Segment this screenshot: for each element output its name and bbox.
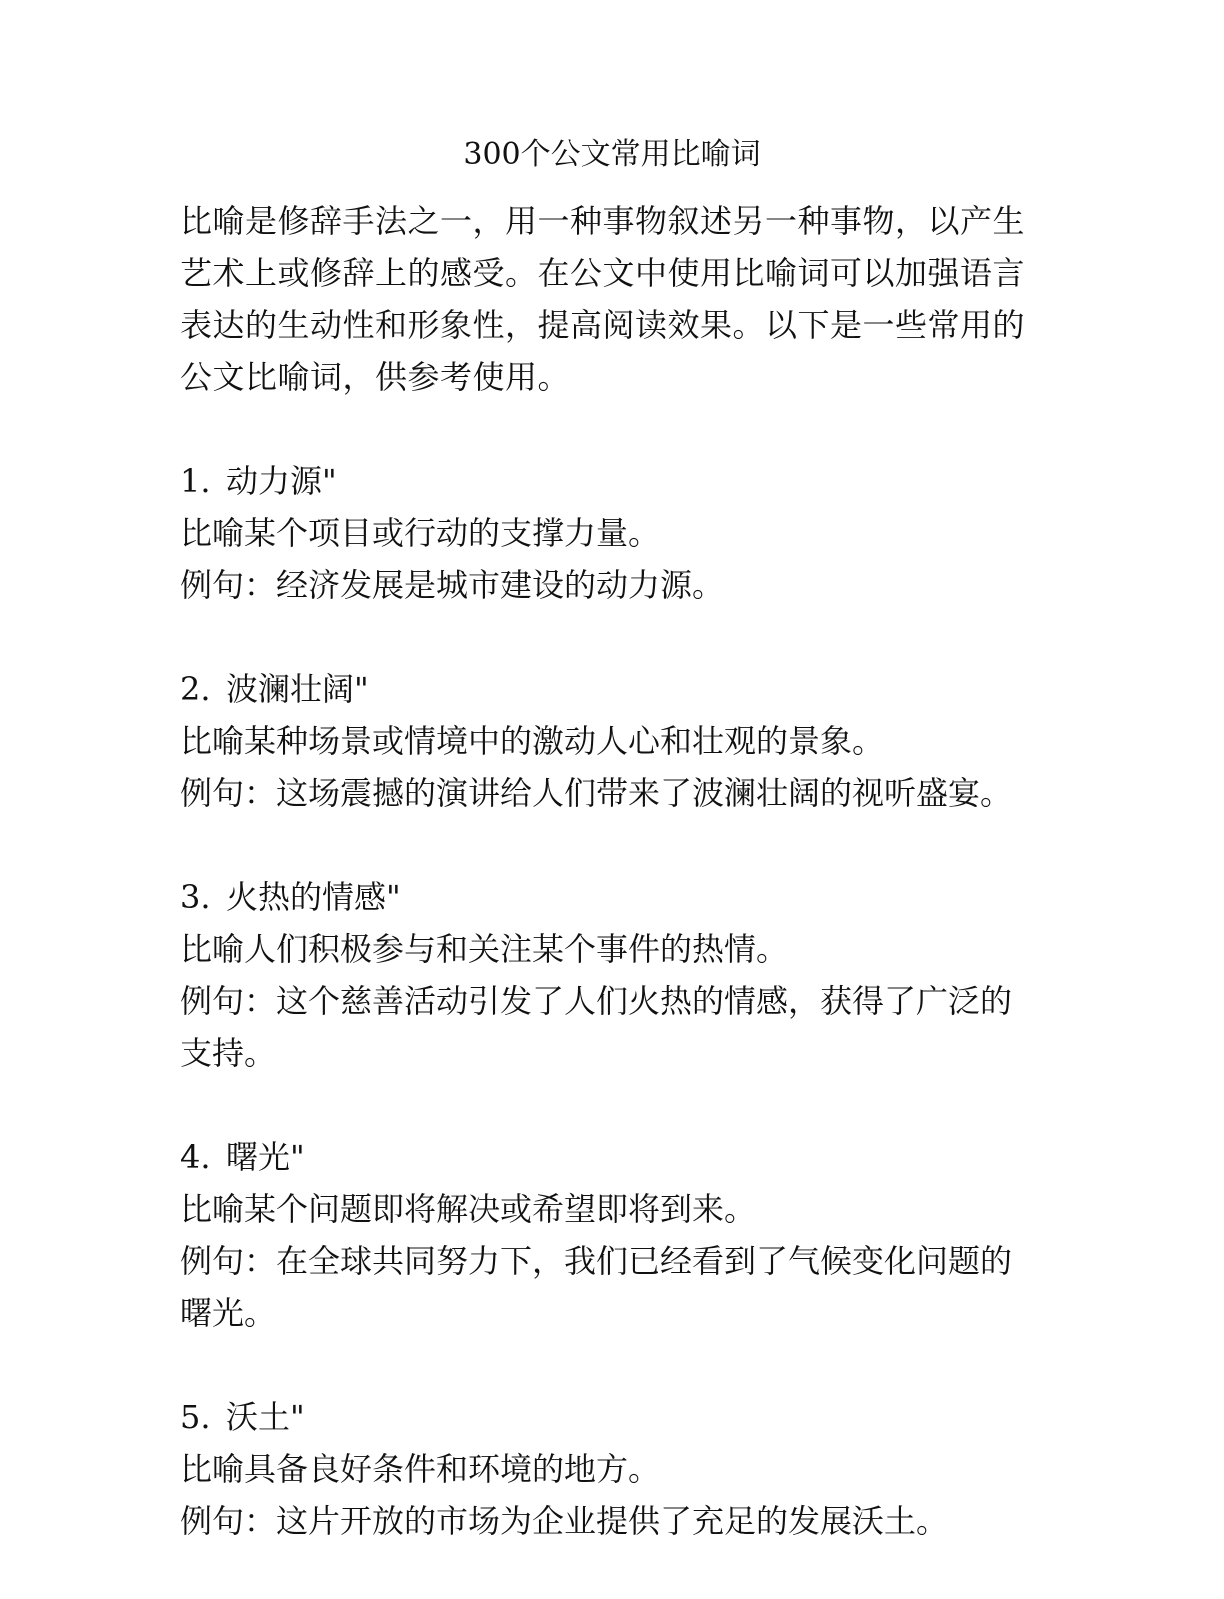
entry-example: 例句：在全球共同努力下，我们已经看到了气候变化问题的曙光。 xyxy=(180,1242,1013,1332)
entry-item xyxy=(180,663,1040,819)
intro-paragraph: 比喻是修辞手法之一，用一种事物叙述另一种事物，以产生艺术上或修辞上的感受。在公文中使用比喻词可以加强语言表达的生动性和形象性，提高阅读效果。以下是一些常用的公文比喻词，供参考使用。 xyxy=(180,202,1026,396)
entry-item xyxy=(180,871,1040,1079)
entry-heading xyxy=(180,455,1040,507)
entry-heading xyxy=(180,871,1040,923)
entry-item xyxy=(180,1391,1040,1547)
entry-term: 火热的情感" xyxy=(226,878,401,916)
entry-example: 例句：这片开放的市场为企业提供了充足的发展沃土。 xyxy=(180,1502,949,1540)
entry-term: 动力源" xyxy=(226,462,337,500)
entry-heading xyxy=(180,663,1040,715)
entry-meaning: 比喻某个项目或行动的支撑力量。 xyxy=(180,514,661,552)
document-body xyxy=(180,195,1040,1599)
entry-heading xyxy=(180,1391,1040,1443)
entry-item xyxy=(180,455,1040,611)
entry-term: 曙光" xyxy=(226,1138,305,1176)
entry-number: 2. xyxy=(180,670,211,708)
entry-meaning: 比喻人们积极参与和关注某个事件的热情。 xyxy=(180,930,789,968)
entry-meaning: 比喻某种场景或情境中的激动人心和壮观的景象。 xyxy=(180,722,885,760)
entry-number: 5. xyxy=(180,1398,211,1436)
entry-heading xyxy=(180,1131,1040,1183)
entry-meaning: 比喻具备良好条件和环境的地方。 xyxy=(180,1450,661,1488)
entry-number: 4. xyxy=(180,1138,211,1176)
entry-number: 3. xyxy=(180,878,211,916)
entry-number: 1. xyxy=(180,462,211,500)
entry-example: 例句：这场震撼的演讲给人们带来了波澜壮阔的视听盛宴。 xyxy=(180,774,1013,812)
entry-meaning: 比喻某个问题即将解决或希望即将到来。 xyxy=(180,1190,757,1228)
entry-term: 波澜壮阔" xyxy=(226,670,369,708)
page-title: 300个公文常用比喻词 xyxy=(463,137,761,172)
entry-item xyxy=(180,1131,1040,1339)
entry-example: 例句：这个慈善活动引发了人们火热的情感，获得了广泛的支持。 xyxy=(180,982,1013,1072)
entry-example: 例句：经济发展是城市建设的动力源。 xyxy=(180,566,725,604)
entry-term: 沃土" xyxy=(226,1398,305,1436)
